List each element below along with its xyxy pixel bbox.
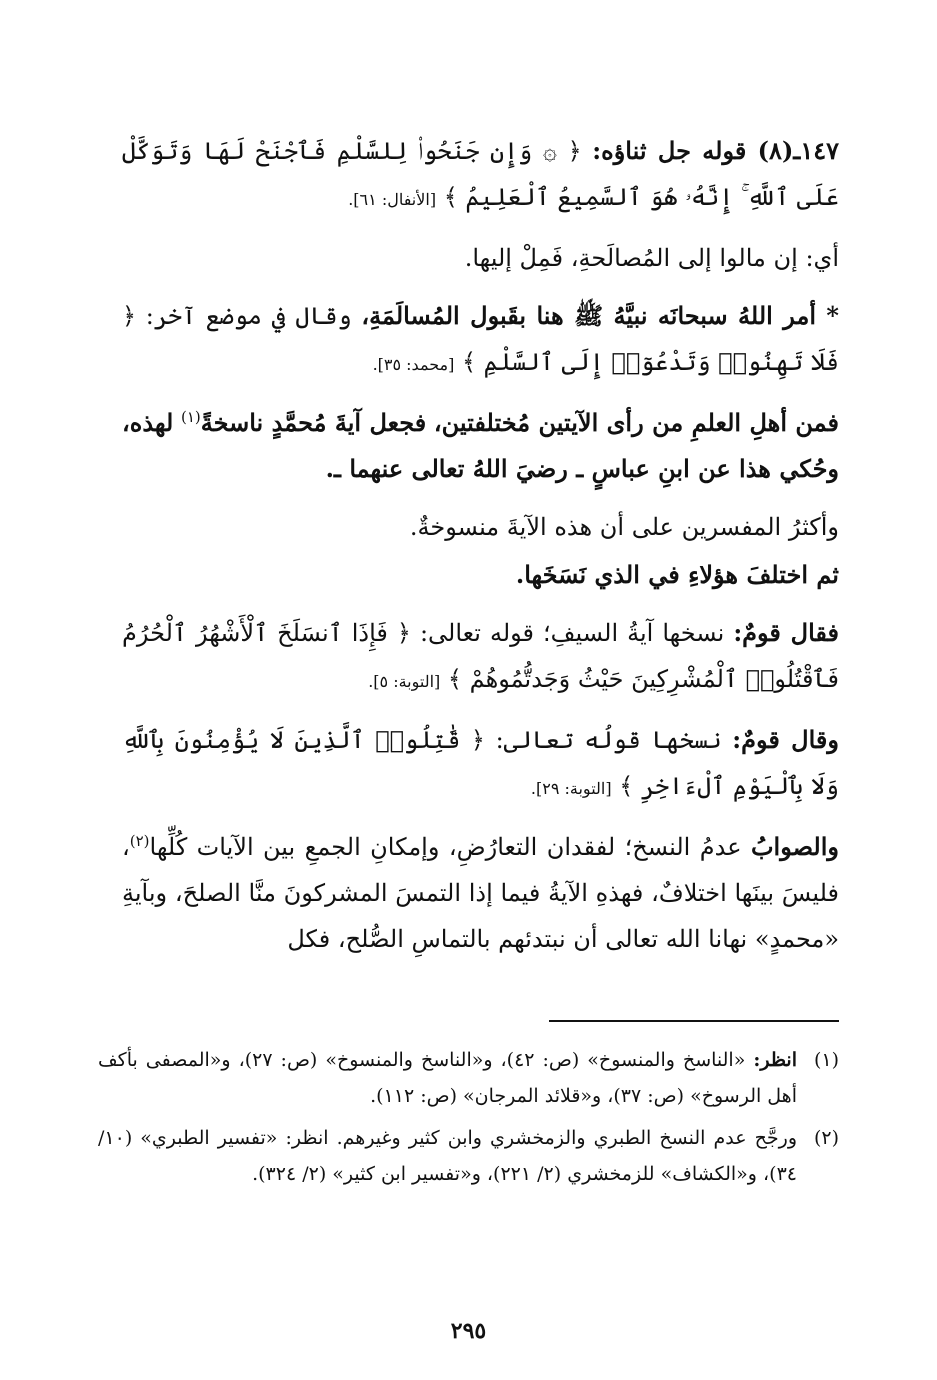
verse-reference: [محمد: ٣٥].: [372, 355, 455, 374]
bold-text: فمن أهلِ العلمِ من رأى الآيتين مُختلفتين،: [433, 408, 840, 437]
footnote-marker[interactable]: (١): [180, 408, 201, 426]
footnote-item: [98, 1042, 839, 1114]
footnotes: [98, 1042, 839, 1198]
verse-reference: [الأنفال: ٦١].: [348, 190, 437, 209]
entry-number: ١٤٧ـ(٨) قوله جل ثناؤه:: [592, 136, 839, 165]
bold-text: وقال قومٌ:: [732, 725, 839, 754]
footnote-item: [98, 1120, 839, 1192]
paragraph-scholars: [122, 400, 839, 492]
bold-text: لهذه، وحُكي هذا عن ابنِ عباسٍ ـ رضيَ اللهُ تعالى عنهما ـ.: [122, 408, 839, 483]
bold-text: ثم اختلفَ هؤلاءِ في الذي نَسَخَها.: [515, 560, 839, 589]
footnote-number: (٢): [813, 1127, 839, 1149]
verse-reference: [التوبة: ٥].: [368, 672, 441, 691]
paragraph-meaning: [122, 235, 839, 281]
bold-text: والصوابُ: [750, 832, 839, 861]
bold-text: فجعل آيةَ مُحمَّدٍ ناسخةً: [200, 408, 427, 437]
page-number: ٢٩٥: [450, 1318, 487, 1344]
footnote-divider: [549, 1020, 839, 1022]
bold-text: فقال قومٌ:: [733, 618, 839, 647]
paragraph-correct-view: [122, 824, 839, 962]
paragraph-opinion-2: [122, 717, 839, 812]
paragraph-majority: [122, 504, 839, 550]
quran-verse: ﴿ فَلَا تَهِنُوا۟ وَتَدْعُوٓا۟ إِلَى ٱلسَّلْمِ ﴾: [122, 302, 839, 376]
paragraph-disagreement: [122, 552, 839, 598]
paragraph-text: نسخها قولُه تعالى:: [495, 726, 722, 754]
verse-reference: [التوبة: ٢٩].: [530, 779, 612, 798]
paragraph-text: وقال في موضع آخر:: [145, 302, 352, 330]
paragraph-text: نسخها آيةُ السيفِ؛ قوله تعالى:: [419, 619, 725, 647]
paragraph-opinion-1: [122, 610, 839, 705]
bold-text: * أمر اللهُ سبحانَه نبيَّهُ ﷺ هنا بقَبول المُسالَمَةِ،: [361, 301, 839, 330]
footnote-text: [98, 1120, 797, 1192]
paragraph-command: [122, 293, 839, 388]
quran-verse: ﴿ قَٰتِلُوا۟ ٱلَّذِينَ لَا يُؤْمِنُونَ بِٱللَّهِ وَلَا بِٱلْيَوْمِ ٱلْءَاخِرِ ﴾: [122, 726, 839, 800]
main-text: [122, 128, 839, 974]
footnote-text: [98, 1042, 797, 1114]
quran-verse: ﴿ ۞ وَإِن جَنَحُوا۟ لِلسَّلْمِ فَٱجْنَحْ لَهَا وَتَوَكَّلْ عَلَى ٱللَّهِ ۚ إِنَّهُۥ هُوَ ٱلسَّمِيعُ ٱلْعَلِيمُ ﴾: [122, 137, 839, 211]
footnote-label: انظر:: [753, 1049, 797, 1071]
paragraph-text: ، فليسَ بينَها اختلافٌ، فهذهِ الآيةُ فيما إذا التمسَ المشركونَ منَّا الصلحَ، وبآيةِ «محمدٍ» نهانا الله تعالى أن نبتدئهم بالتماسِ الصُّلح، فكل: [122, 833, 839, 953]
footnote-number: (١): [813, 1049, 839, 1071]
footnote-body: «الناسخ والمنسوخ» (ص: ٤٢)، و«الناسخ والمنسوخ» (ص: ٢٧)، و«المصفى بأكف أهل الرسوخ» (ص: ٣٧)، و«قلائد المرجان» (ص: ١١٢).: [98, 1049, 797, 1107]
quran-verse: ﴿ فَإِذَا ٱنسَلَخَ ٱلْأَشْهُرُ ٱلْحُرُمُ فَٱقْتُلُوا۟ ٱلْمُشْرِكِينَ حَيْثُ وَجَدتُّمُوهُمْ ﴾: [122, 619, 839, 693]
paragraph-text: عدمُ النسخ؛ لفقدان التعارُضِ، وإمكانِ الجمعِ بين الآيات كُلِّها: [149, 833, 742, 861]
footnote-body: ورجَّح عدم النسخ الطبري والزمخشري وابن كثير وغيرهم. انظر: «تفسير الطبري» (١٠/ ٣٤)، و«الكشاف» للزمخشري (٢/ ٢٢١)، و«تفسير ابن كثير» (٢/ ٣٢٤).: [98, 1127, 797, 1185]
entry-147: [122, 128, 839, 223]
paragraph-text: أي: إن مالوا إلى المُصالَحةِ، فَمِلْ إليها.: [464, 244, 839, 272]
paragraph-text: وأكثرُ المفسرين على أن هذه الآيةَ منسوخةٌ.: [409, 513, 839, 541]
footnote-marker[interactable]: (٢): [129, 832, 150, 850]
